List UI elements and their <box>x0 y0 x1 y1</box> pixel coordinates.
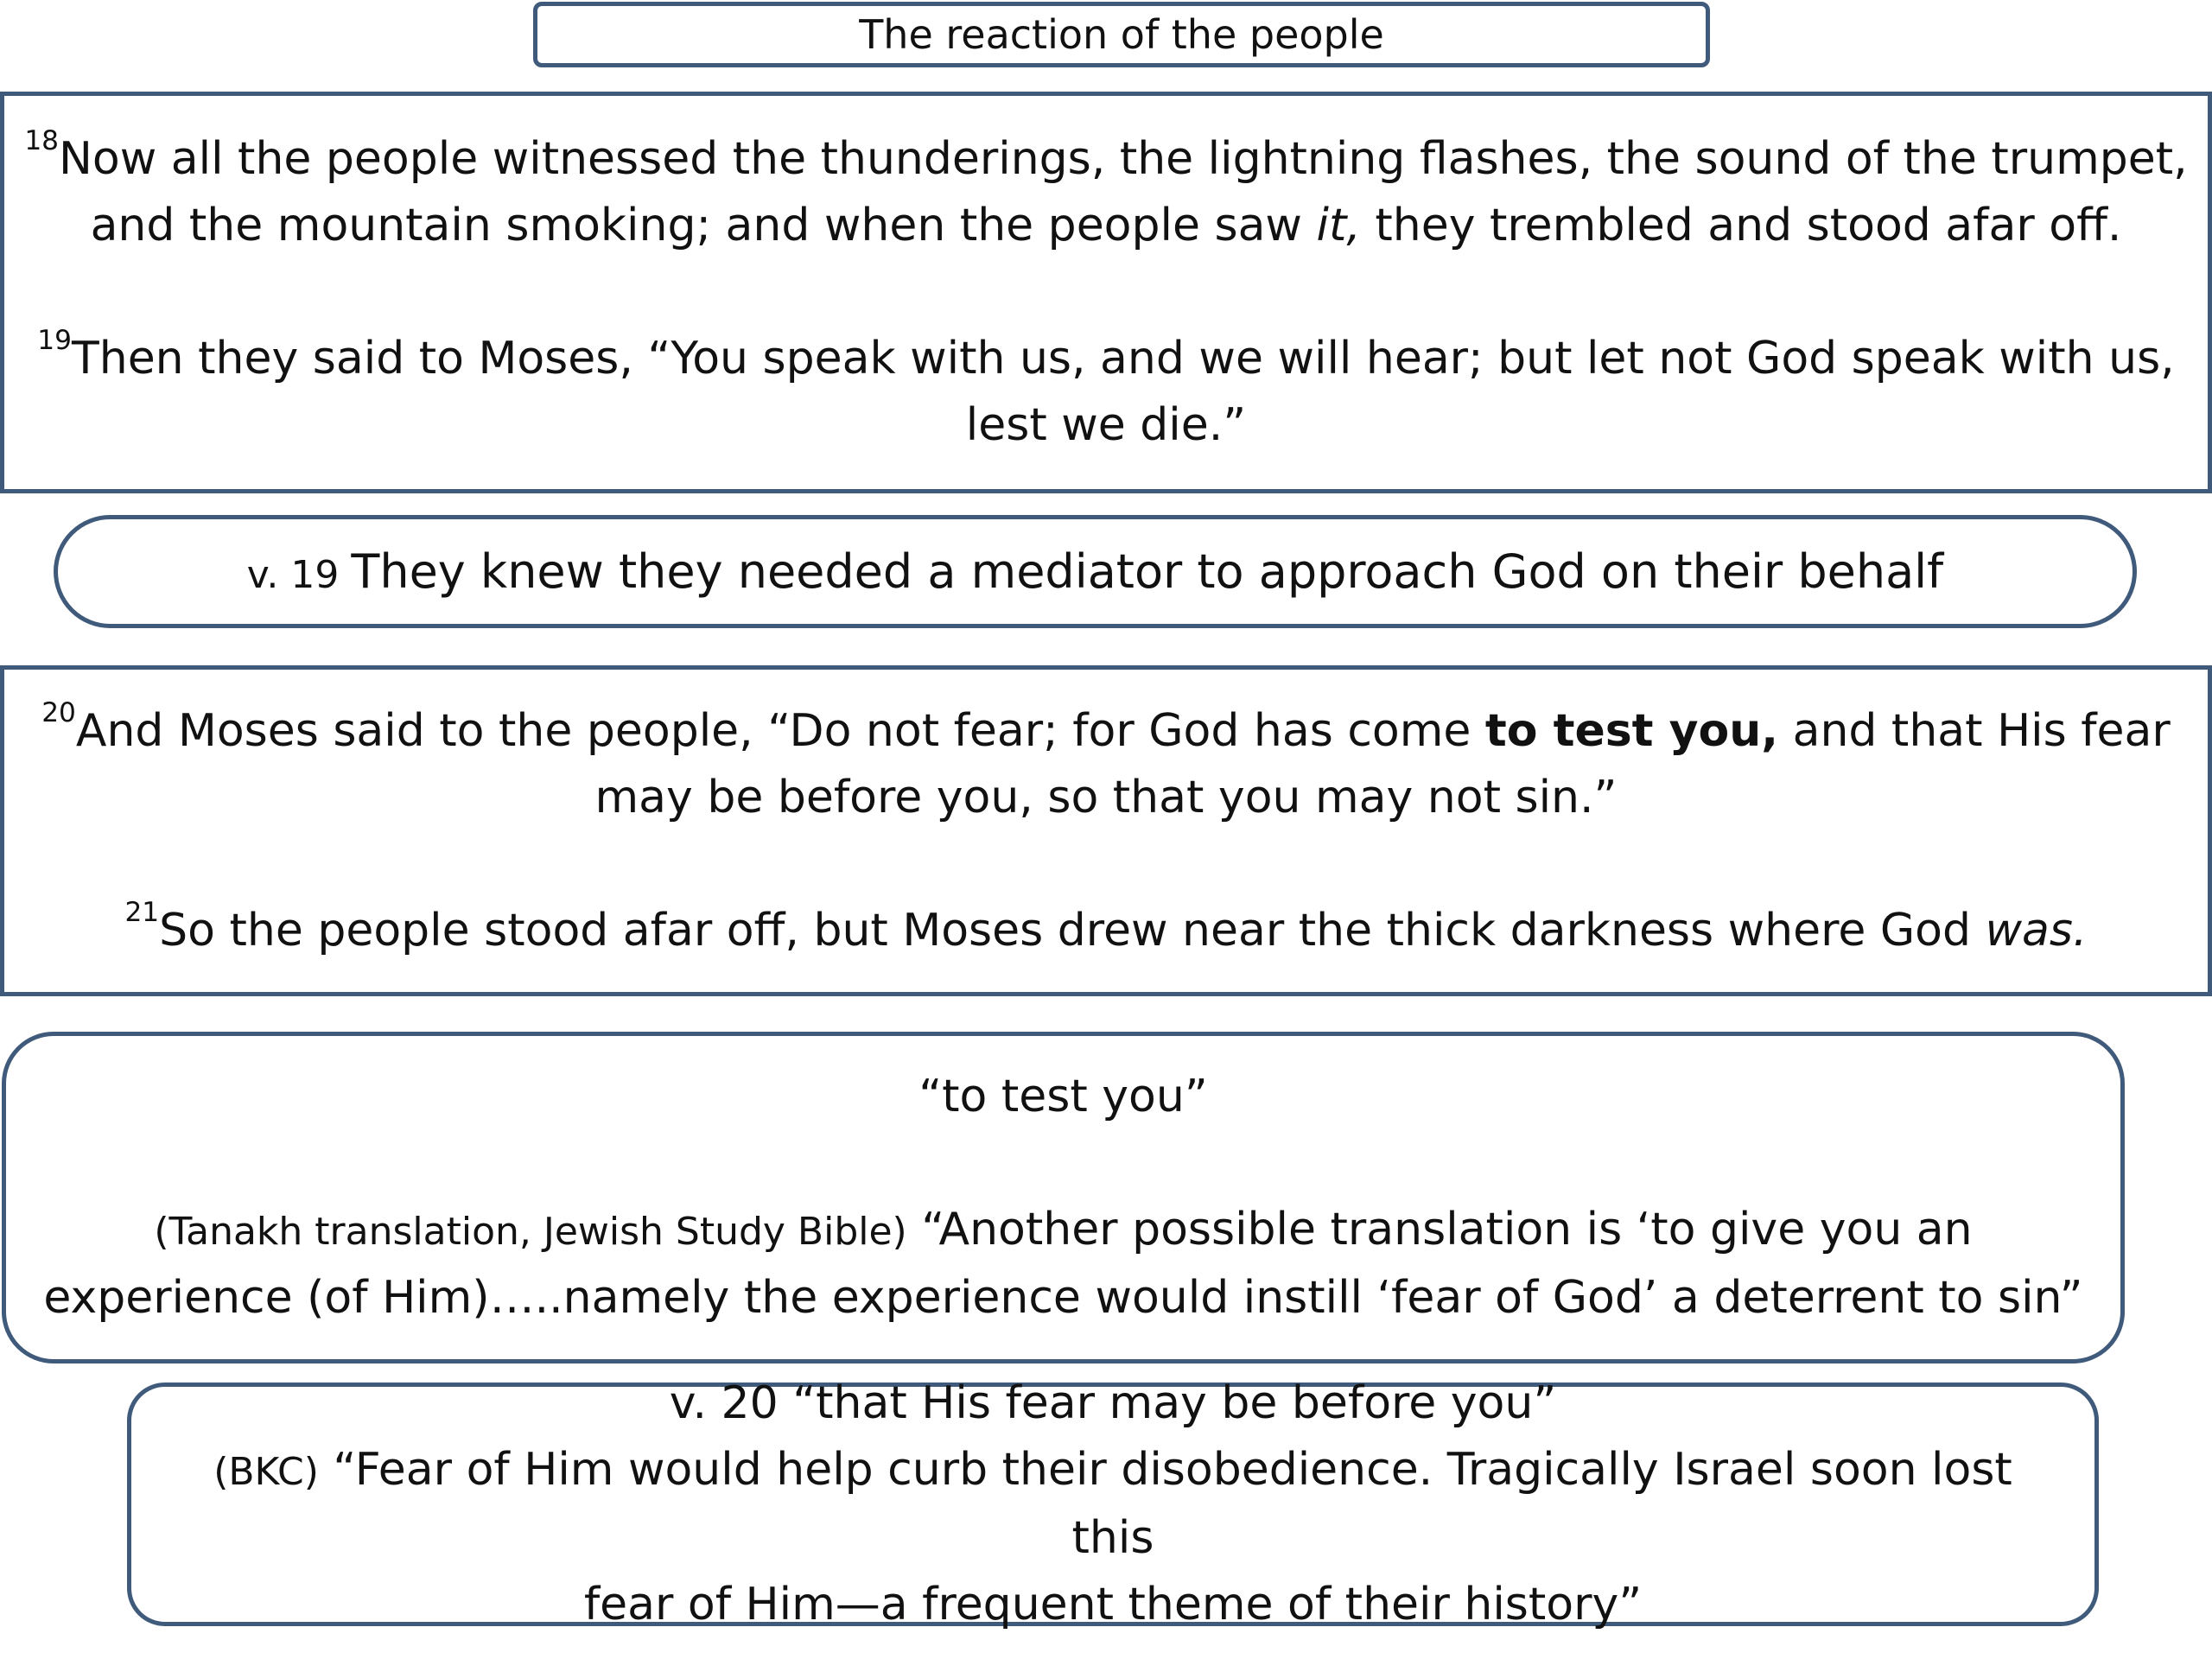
verse-18-line2b: they trembled and stood afar off. <box>1360 200 2122 251</box>
bkc-note <box>127 1377 2099 1630</box>
verse-18-italic-it: it, <box>1316 200 1361 251</box>
scripture-box-20-21 <box>0 665 2212 996</box>
verse-21-text: So the people stood afar off, but Moses drew near the thick darkness where God <box>159 904 1986 957</box>
verse-number-21: 21 <box>124 896 160 928</box>
mediator-ref: v. 19 <box>246 553 352 597</box>
note-line1: “Another possible translation is ‘to give you an <box>906 1204 1973 1255</box>
verse-18-line2a: and the mountain smoking; and when the people saw <box>90 200 1317 251</box>
bkc-line2: fear of Him—a frequent theme of their history” <box>583 1579 1643 1630</box>
slide-title-text: The reaction of the people <box>859 11 1384 58</box>
slide-title <box>533 2 1710 67</box>
to-test-you-note <box>2 1032 2125 1363</box>
bkc-body <box>166 1437 2060 1638</box>
verse-21-italic-was: was. <box>1985 904 2088 957</box>
verse-20-bold-to-test-you: to test you, <box>1484 704 1779 757</box>
verse-20-line2: may be before you, so that you may not sin.” <box>594 771 1618 823</box>
note-line2: experience (of Him)…..namely the experience would instill ‘fear of God’ a deterrent to sin” <box>43 1272 2083 1324</box>
verse-19-line2: lest we die.” <box>965 399 1247 451</box>
note-body <box>41 1197 2086 1332</box>
verse-20 <box>22 698 2190 831</box>
note-heading: “to test you” <box>918 1071 1208 1122</box>
mediator-callout <box>54 515 2137 628</box>
verse-20-line1a: And Moses said to the people, “Do not fear; for God has come <box>75 704 1485 757</box>
bkc-line1: “Fear of Him would help curb their disobedience. Tragically Israel soon lost this <box>318 1444 2012 1564</box>
verse-number-20: 20 <box>41 696 76 728</box>
bkc-source: (BKC) <box>213 1450 319 1494</box>
verse-21 <box>22 898 2190 964</box>
verse-number-19: 19 <box>37 324 72 356</box>
note-source: (Tanakh translation, Jewish Study Bible) <box>154 1210 907 1254</box>
mediator-text: They knew they needed a mediator to approach God on their behalf <box>351 544 1944 599</box>
verse-19 <box>22 326 2190 459</box>
scripture-box-18-19 <box>0 92 2212 493</box>
verse-20-line1b: and that His fear <box>1778 704 2171 757</box>
verse-18-line1: Now all the people witnessed the thunderings, the lightning flashes, the sound of the trumpet, <box>59 133 2188 185</box>
verse-18 <box>22 126 2190 259</box>
verse-number-18: 18 <box>24 124 59 156</box>
bkc-heading: v. 20 “that His fear may be before you” <box>669 1377 1557 1429</box>
verse-19-line1: Then they said to Moses, “You speak with us, and we will hear; but let not God speak with us, <box>71 333 2175 385</box>
